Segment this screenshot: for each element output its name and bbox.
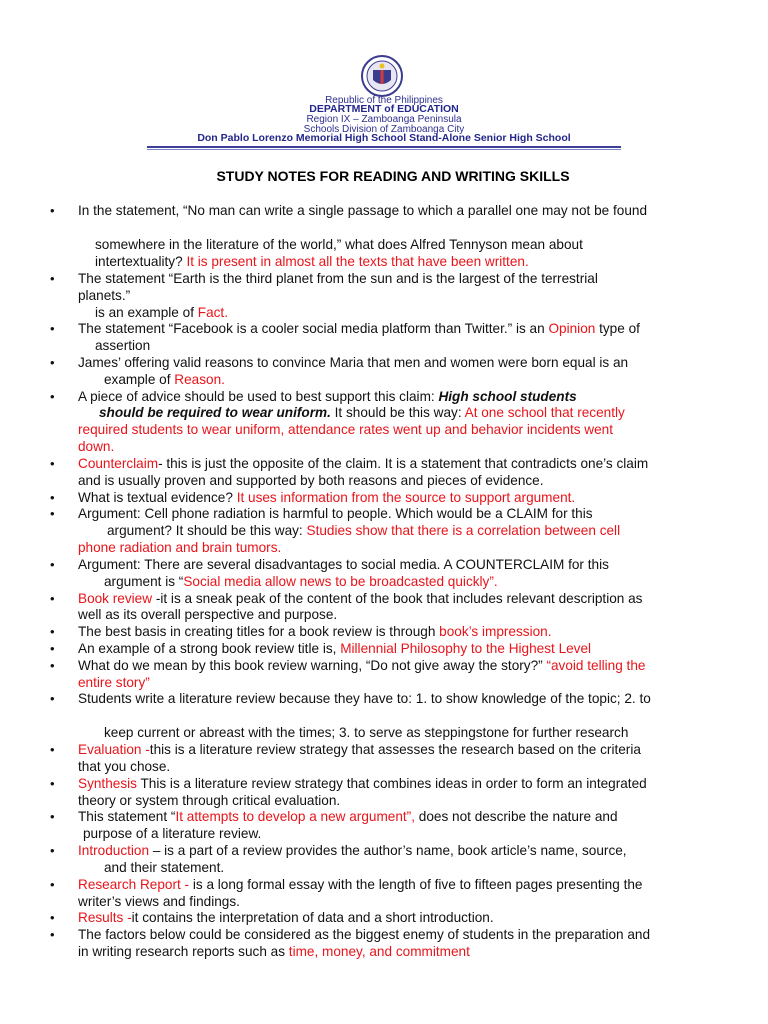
note-line	[78, 354, 628, 371]
note-text: Argument: Cell phone radiation is harmful to people. Which would be a CLAIM for this	[78, 506, 593, 521]
answer-text: It is present in almost all the texts that have been written.	[186, 254, 529, 269]
answer-text: entire story”	[78, 675, 150, 690]
note-line	[95, 337, 150, 354]
answer-text: Book review	[78, 591, 153, 606]
note-text: assertion	[95, 338, 151, 353]
note-line	[95, 236, 583, 253]
answer-text: Introduction	[78, 843, 150, 858]
answer-text: Research Report -	[78, 877, 193, 892]
letterhead-school: Don Pablo Lorenzo Memorial High School Stand-Alone Senior High School	[197, 132, 571, 144]
note-text: -it is a sneak peak of the content of the book that includes relevant description as	[152, 591, 643, 606]
note-line	[78, 472, 544, 489]
note-line	[78, 606, 337, 623]
note-text: and is usually proven and supported by both reasons and pieces of evidence.	[78, 473, 544, 488]
note-text: type of	[595, 321, 640, 336]
note-line	[78, 623, 552, 640]
answer-text: Fact.	[197, 305, 228, 320]
letterhead-rule-thin	[147, 149, 621, 150]
note-text: The statement “Earth is the third planet from the sun and is the largest of the terrestrial	[78, 271, 598, 286]
note-text: is an example of	[95, 305, 198, 320]
page-title: STUDY NOTES FOR READING AND WRITING SKILLS	[216, 168, 570, 184]
note-line	[78, 539, 281, 556]
note-line	[95, 304, 228, 321]
bullet-icon: •	[50, 321, 55, 336]
answer-text: It attempts to develop a new argument”,	[175, 809, 415, 824]
note-line	[78, 876, 642, 893]
bullet-icon: •	[50, 591, 55, 606]
note-text: This statement “	[78, 809, 176, 824]
note-line	[104, 573, 498, 590]
note-text: Argument: There are several disadvantages to social media. A COUNTERCLAIM for this	[78, 557, 609, 572]
note-text: it contains the interpretation of data and a short introduction.	[131, 910, 494, 925]
note-line	[78, 909, 494, 926]
note-line	[78, 421, 613, 438]
answer-text: down.	[78, 439, 115, 454]
answer-text: Counterclaim	[78, 456, 159, 471]
answer-text: time, money, and commitment	[288, 944, 470, 959]
note-line	[78, 893, 240, 910]
answer-text: phone radiation and brain tumors.	[78, 540, 282, 555]
answer-text: Results -	[78, 910, 132, 925]
bullet-icon: •	[50, 490, 55, 505]
note-text: James’ offering valid reasons to convince Maria that men and women were born equal is an	[78, 355, 629, 370]
answer-text: At one school that recently	[464, 405, 625, 420]
note-text: in writing research reports such as	[78, 944, 289, 959]
answer-text: Social media allow news to be broadcasted quickly”.	[183, 574, 498, 589]
answer-text: It uses information from the source to support argument.	[236, 490, 576, 505]
answer-text: Millennial Philosophy to the Highest Level	[340, 641, 592, 656]
note-line	[78, 556, 609, 573]
bullet-icon: •	[50, 271, 55, 286]
bullet-icon: •	[50, 809, 55, 824]
answer-text: Evaluation -	[78, 742, 150, 757]
note-text: argument is “	[104, 574, 184, 589]
note-text: This is a literature review strategy that combines ideas in order to form an integrated	[136, 776, 647, 791]
deped-seal-logo	[349, 54, 415, 98]
answer-text: Opinion	[548, 321, 596, 336]
note-line	[78, 842, 627, 859]
note-line	[78, 640, 591, 657]
bullet-icon: •	[50, 658, 55, 673]
note-line	[78, 792, 340, 809]
note-line	[95, 253, 529, 270]
note-line	[78, 690, 651, 707]
bullet-icon: •	[50, 389, 55, 404]
letterhead-region: Region IX – Zamboanga Peninsula	[306, 114, 462, 125]
answer-text: required students to wear uniform, attendance rates went up and behavior incidents went	[78, 422, 614, 437]
bullet-icon: •	[50, 742, 55, 757]
letterhead-republic: Republic of the Philippines	[325, 95, 443, 106]
note-text: is a long formal essay with the length of five to fifteen pages presenting the	[192, 877, 643, 892]
note-text: In the statement, “No man can write a single passage to which a parallel one may not be found	[78, 203, 647, 218]
note-line	[78, 775, 647, 792]
note-line	[78, 657, 645, 674]
note-line	[78, 438, 114, 455]
answer-text: Synthesis	[78, 776, 137, 791]
note-text: example of	[104, 372, 175, 387]
note-text: - this is just the opposite of the claim. It is a statement that contradicts one’s claim	[158, 456, 649, 471]
note-line	[83, 825, 261, 842]
note-line	[107, 522, 620, 539]
note-text: A piece of advice should be used to best support this claim:	[78, 389, 439, 404]
bullet-icon: •	[50, 641, 55, 656]
letterhead-department: DEPARTMENT of EDUCATION	[309, 103, 459, 115]
note-line	[78, 202, 647, 219]
note-line	[78, 758, 170, 775]
note-line	[104, 859, 224, 876]
bullet-icon: •	[50, 691, 55, 706]
note-line	[78, 943, 470, 960]
note-text: keep current or abreast with the times; 3. to serve as steppingstone for further research	[104, 725, 629, 740]
bullet-icon: •	[50, 927, 55, 942]
letterhead-division: Schools Division of Zamboanga City	[303, 124, 465, 135]
note-text: What is textual evidence?	[78, 490, 237, 505]
bullet-icon: •	[50, 624, 55, 639]
note-line	[78, 270, 598, 287]
letterhead-rule	[147, 146, 621, 148]
note-text: – is a part of a review provides the author’s name, book article’s name, source,	[149, 843, 627, 858]
note-line	[78, 674, 150, 691]
answer-text: Studies show that there is a correlation between cell	[306, 523, 621, 538]
emphasis-text: High school students	[438, 389, 577, 404]
note-text: planets.”	[78, 288, 131, 303]
note-line	[78, 388, 577, 405]
note-line	[78, 590, 642, 607]
bullet-icon: •	[50, 355, 55, 370]
bullet-icon: •	[50, 456, 55, 471]
note-text: An example of a strong book review title is,	[78, 641, 341, 656]
note-line	[104, 371, 225, 388]
bullet-icon: •	[50, 877, 55, 892]
note-text: this is a literature review strategy that assesses the research based on the criteria	[149, 742, 641, 757]
note-text: The statement “Facebook is a cooler social media platform than Twitter.” is an	[78, 321, 549, 336]
answer-text: “avoid telling the	[546, 658, 646, 673]
note-line	[104, 724, 628, 741]
bullet-icon: •	[50, 557, 55, 572]
bullet-icon: •	[50, 506, 55, 521]
bullet-icon: •	[50, 776, 55, 791]
note-text: The best basis in creating titles for a book review is through	[78, 624, 440, 639]
note-line	[78, 287, 130, 304]
note-text: purpose of a literature review.	[83, 826, 262, 841]
note-text: well as its overall perspective and purpose.	[78, 607, 338, 622]
note-line	[78, 741, 641, 758]
note-text: It should be this way:	[330, 405, 465, 420]
note-text: writer’s views and findings.	[78, 894, 240, 909]
note-line	[99, 404, 625, 421]
answer-text: book’s impression.	[439, 624, 552, 639]
answer-text: Reason.	[174, 372, 225, 387]
note-text: does not describe the nature and	[414, 809, 618, 824]
note-text: intertextuality?	[95, 254, 187, 269]
note-text: The factors below could be considered as the biggest enemy of students in the preparation and	[78, 927, 651, 942]
note-line	[78, 808, 618, 825]
note-line	[78, 926, 650, 943]
note-line	[78, 320, 640, 337]
note-text: somewhere in the literature of the world,” what does Alfred Tennyson mean about	[95, 237, 583, 252]
note-text: and their statement.	[104, 860, 225, 875]
bullet-icon: •	[50, 843, 55, 858]
note-line	[78, 455, 648, 472]
note-text: What do we mean by this book review warning, “Do not give away the story?”	[78, 658, 547, 673]
note-text: theory or system through critical evaluation.	[78, 793, 341, 808]
bullet-icon: •	[50, 203, 55, 218]
emphasis-text: should be required to wear uniform.	[99, 405, 331, 420]
bullet-icon: •	[50, 910, 55, 925]
note-text: Students write a literature review because they have to: 1. to show knowledge of the topic; 2. to	[78, 691, 651, 706]
note-text: argument? It should be this way:	[107, 523, 307, 538]
note-line	[78, 505, 593, 522]
note-text: that you chose.	[78, 759, 171, 774]
note-line	[78, 489, 575, 506]
